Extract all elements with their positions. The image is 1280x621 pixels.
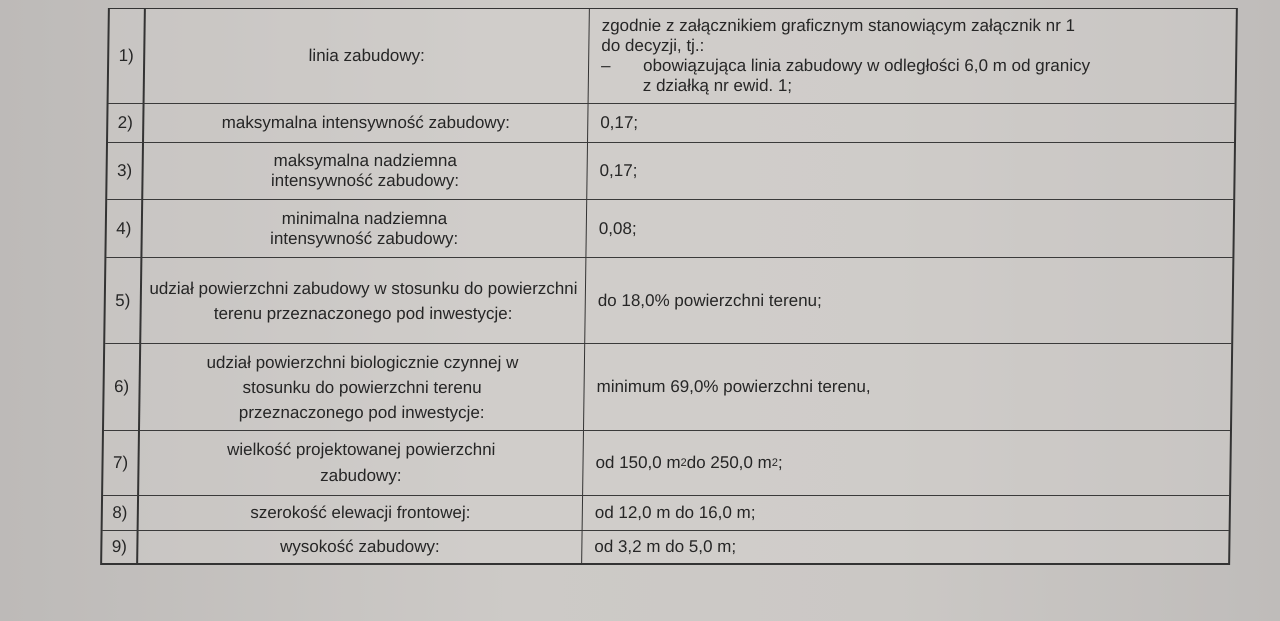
row-number: 9) [102,531,138,563]
table-row [107,142,1234,199]
bullet-dash: – [600,56,611,75]
row-label: maksymalna nadziemna intensywność zabudowy: [143,143,588,199]
table-row [104,343,1231,430]
row-value: od 3,2 m do 5,0 m; [594,537,737,556]
value-line: z działką nr ewid. 1; [642,76,793,95]
table-row [106,199,1233,257]
row-label: wysokość zabudowy: [138,531,582,563]
value-line: obowiązująca linia zabudowy w odległości 6,0 m od granicy [642,56,1091,75]
table-row [102,530,1228,563]
row-label: maksymalna intensywność zabudowy: [144,104,589,142]
row-value: od 150,0 m 2 do 250,0 m 2 ; [595,453,783,472]
row-number: 2) [108,104,145,142]
table-row [103,430,1230,495]
parameters-table [100,8,1238,565]
row-number: 5) [105,258,142,343]
row-value: 0,17; [599,161,638,180]
row-number: 1) [109,9,146,103]
row-value: od 12,0 m do 16,0 m; [594,503,756,522]
row-number: 3) [107,143,144,199]
row-number: 4) [106,200,143,257]
table-row [103,495,1229,530]
row-number: 8) [103,496,139,530]
row-value: minimum 69,0% powierzchni terenu, [596,377,871,396]
row-label: udział powierzchni biologicznie czynnej w stosunku do powierzchni terenu przeznaczonego pod inwestycje: [140,344,585,430]
table-row [109,9,1236,103]
row-number: 7) [103,431,140,495]
table-row [105,257,1232,343]
row-label: linia zabudowy: [145,9,590,103]
row-value: 0,08; [598,218,637,238]
value-line: zgodnie z załącznikiem graficznym stanowiącym załącznik nr 1 [601,16,1076,35]
row-label: szerokość elewacji frontowej: [139,496,583,530]
row-value: do 18,0% powierzchni terenu; [597,290,822,310]
row-value [589,9,1236,103]
row-value: 0,17; [600,113,639,132]
row-number: 6) [104,344,141,430]
row-label: minimalna nadziemna intensywność zabudowy: [142,200,587,257]
table-row [108,103,1235,142]
row-label: wielkość projektowanej powierzchni zabudowy: [139,431,584,495]
value-line: do decyzji, tj.: [601,36,705,55]
row-label: udział powierzchni zabudowy w stosunku do powierzchni terenu przeznaczonego pod inwestycje: [141,258,586,343]
